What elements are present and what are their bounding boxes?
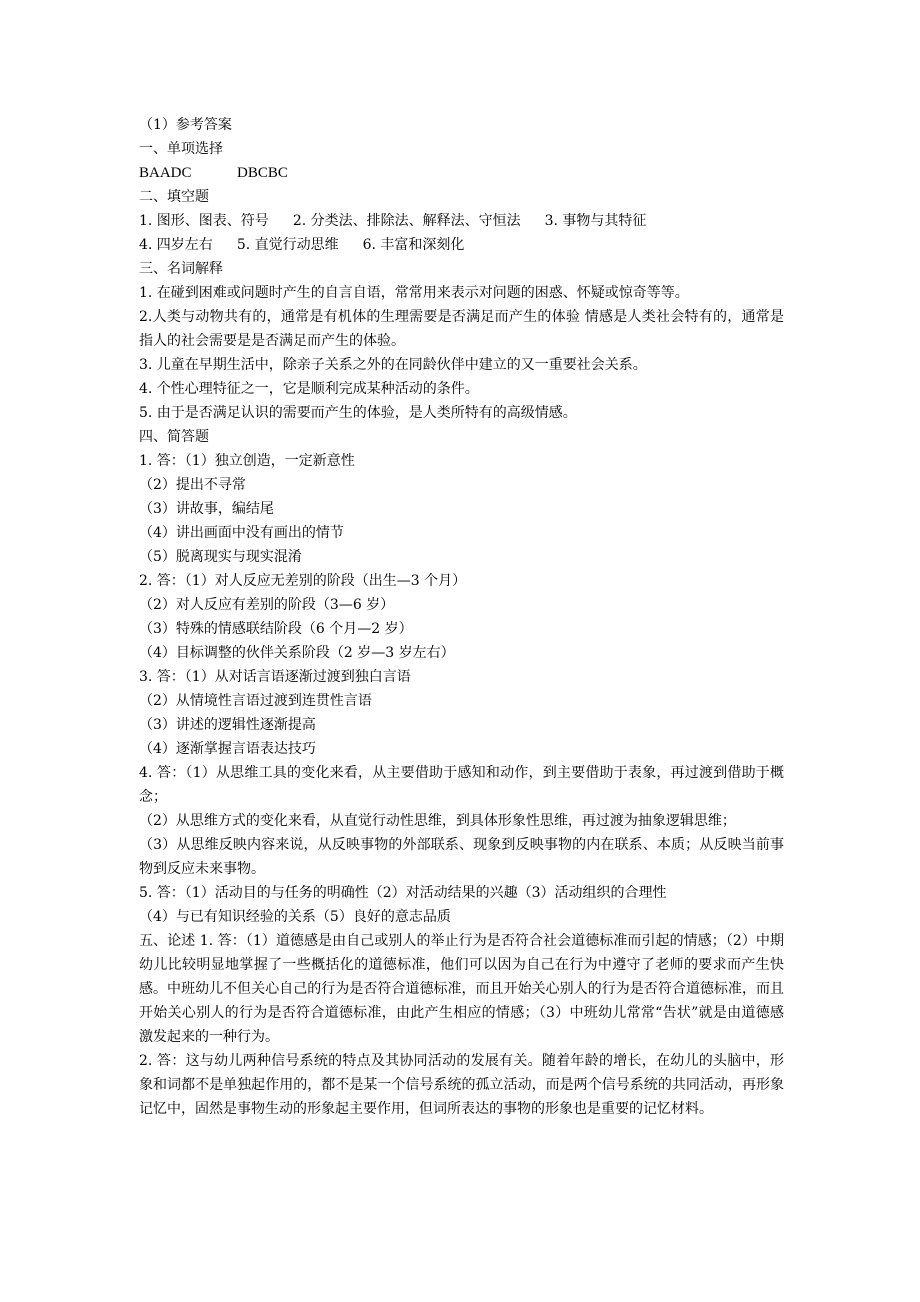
- definition-item: 5. 由于是否满足认识的需要而产生的体验，是人类所特有的高级情感。: [139, 405, 577, 421]
- definition-item: 1. 在碰到困难或问题时产生的自言自语，常常用来表示对问题的困惑、怀疑或惊奇等等。: [139, 285, 689, 301]
- short-answer-line: （2）提出不寻常: [139, 477, 246, 493]
- definition-item: 4. 个性心理特征之一，它是顺利完成某种活动的条件。: [139, 381, 479, 397]
- section-heading-single-choice: 一、单项选择: [139, 141, 223, 157]
- short-answer-paragraph: 4. 答：（1）从思维工具的变化来看，从主要借助于感知和动作，到主要借助于表象，再过渡到借助于概念；: [139, 765, 784, 805]
- fill-blank-row-2: [139, 233, 784, 257]
- fill-blank-item: 5. 直觉行动思维: [236, 237, 339, 253]
- section-heading-short-answer: 四、简答题: [139, 429, 209, 445]
- answer-group-2: DBCBC: [237, 165, 288, 181]
- fill-blank-item: 2. 分类法、排除法、解释法、守恒法: [292, 213, 521, 229]
- fill-blank-item: 4. 四岁左右: [139, 237, 213, 253]
- short-answer-line: （5）脱离现实与现实混淆: [139, 549, 302, 565]
- essay-answer-2: 2. 答：这与幼儿两种信号系统的特点及其协同活动的发展有关。随着年龄的增长，在幼儿的头脑中，形象和词都不是单独起作用的，都不是某一个信号系统的孤立活动，而是两个信号系统的共同活动，再形象记忆中，固然是事物生动的形象起主要作用，但词所表达的事物的形象也是重要的记忆材料。: [139, 1053, 784, 1117]
- short-answer-line: （2）对人反应有差别的阶段（3—6 岁）: [139, 597, 395, 613]
- essay-answer-1: 五、论述 1. 答：（1）道德感是由自己或别人的举止行为是否符合社会道德标准而引起的情感；（2）中期幼儿比较明显地掌握了一些概括化的道德标准，他们可以因为自己在行为中遵守了老师的要求而产生快感。中班幼儿不但关心自己的行为是否符合道德标准，而且开始关心别人的行为是否符合道德标准，而且开始关心别人的行为是否符合道德标准，由此产生相应的情感；（3）中班幼儿常常“告状”就是由道德感激发起来的一种行为。: [139, 933, 784, 1045]
- fill-blank-row-1: [139, 209, 784, 233]
- short-answer-line: 1. 答：（1）独立创造，一定新意性: [139, 453, 355, 469]
- definition-item: 2.人类与动物共有的，通常是有机体的生理需要是否满足而产生的体验 情感是人类社会特有的，通常是指人的社会需要是是否满足而产生的体验。: [139, 309, 784, 349]
- short-answer-line: （3）特殊的情感联结阶段（6 个月—2 岁）: [139, 621, 413, 637]
- short-answer-paragraph: 5. 答：（1）活动目的与任务的明确性（2）对活动结果的兴趣（3）活动组织的合理性: [139, 885, 667, 901]
- short-answer-line: （3）讲故事，编结尾: [139, 501, 274, 517]
- section-heading-fill-blank: 二、填空题: [139, 189, 209, 205]
- short-answer-line: 2. 答：（1）对人反应无差别的阶段（出生—3 个月）: [139, 573, 467, 589]
- fill-blank-item: 3. 事物与其特征: [544, 213, 647, 229]
- short-answer-line: 3. 答：（1）从对话言语逐渐过渡到独白言语: [139, 669, 411, 685]
- document-body: [139, 113, 784, 1121]
- short-answer-line: （4）目标调整的伙伴关系阶段（2 岁—3 岁左右）: [139, 645, 455, 661]
- fill-blank-item: 6. 丰富和深刻化: [362, 237, 465, 253]
- short-answer-paragraph: （3）从思维反映内容来说，从反映事物的外部联系、现象到反映事物的内在联系、本质；从反映当前事物到反应未来事物。: [139, 837, 784, 877]
- short-answer-line: （3）讲述的逻辑性逐渐提高: [139, 717, 316, 733]
- short-answer-line: （4）讲出画面中没有画出的情节: [139, 525, 344, 541]
- short-answer-line: （4）逐渐掌握言语表达技巧: [139, 741, 316, 757]
- answer-group-1: BAADC: [139, 165, 192, 181]
- fill-blank-item: 1. 图形、图表、符号: [139, 213, 269, 229]
- short-answer-paragraph: （2）从思维方式的变化来看，从直觉行动性思维，到具体形象性思维，再过渡为抽象逻辑思维；: [139, 813, 736, 829]
- short-answer-line: （2）从情境性言语过渡到连贯性言语: [139, 693, 372, 709]
- single-choice-answers: [139, 161, 784, 185]
- document-title: （1）参考答案: [139, 117, 232, 133]
- section-heading-definitions: 三、名词解释: [139, 261, 223, 277]
- short-answer-paragraph: （4）与已有知识经验的关系（5）良好的意志品质: [139, 909, 451, 925]
- definition-item: 3. 儿童在早期生活中，除亲子关系之外的在同龄伙伴中建立的又一重要社会关系。: [139, 357, 647, 373]
